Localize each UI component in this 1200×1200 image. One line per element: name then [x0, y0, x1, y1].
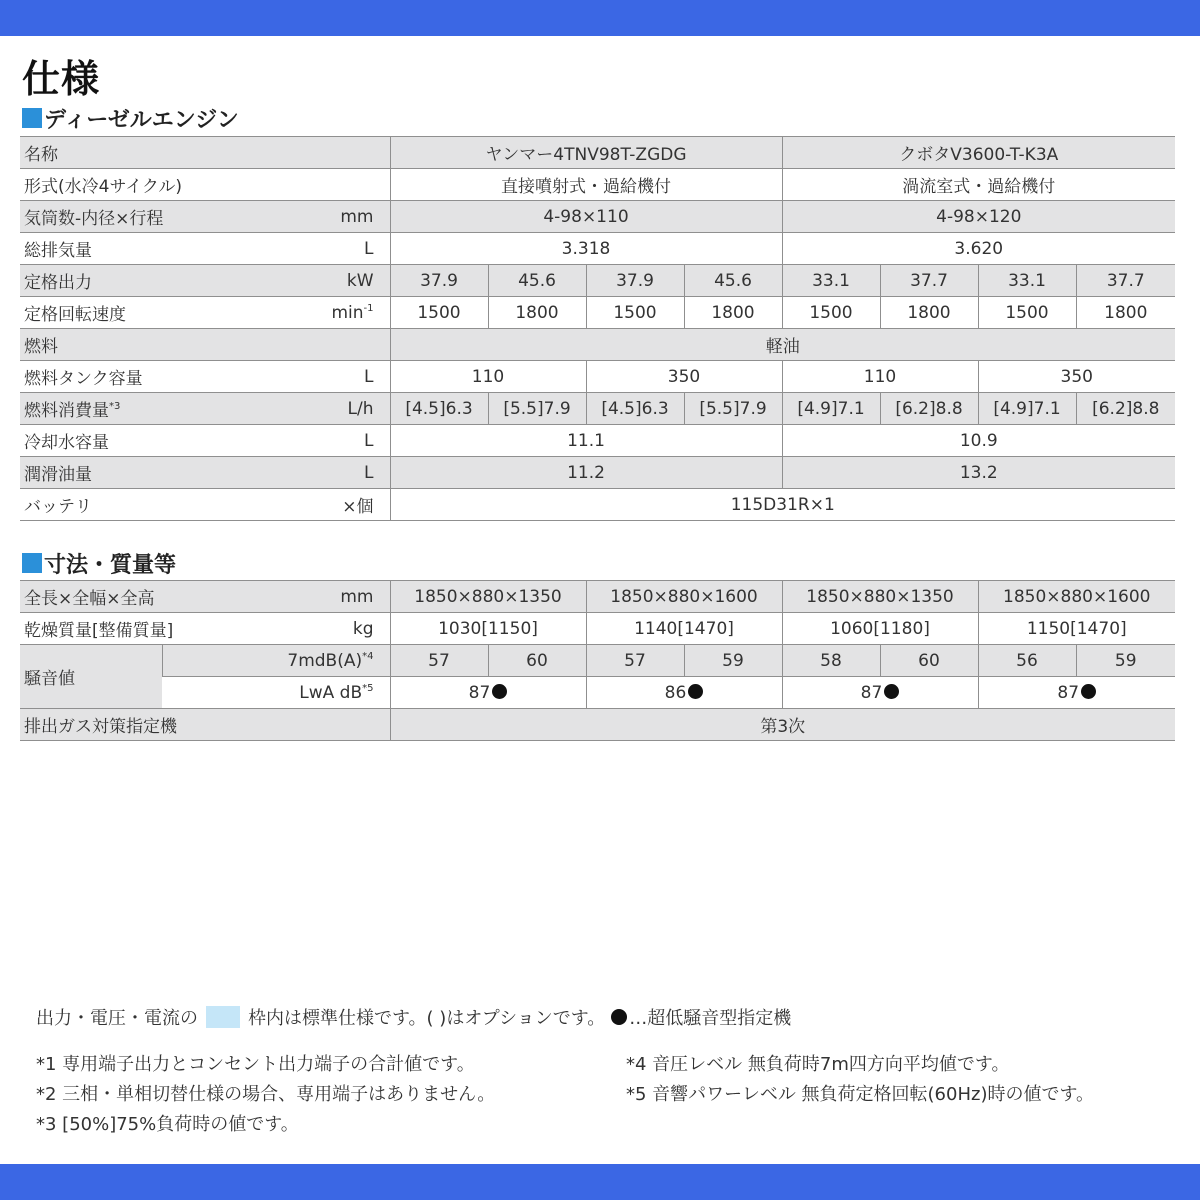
fuel-consumption-label: 燃料消費量$^{*3}$ [20, 393, 292, 425]
tank-capacity-cell: 350 [978, 361, 1175, 393]
legend-prefix: 出力・電圧・電流の [36, 1008, 198, 1029]
dimensions-cell: 1850×880×1350 [782, 581, 978, 613]
rated-speed-cell: 1800 [1076, 297, 1175, 329]
displacement-unit: L [292, 233, 390, 265]
table-row [20, 709, 1175, 741]
table-row [20, 265, 1175, 297]
power-level-cell: 86 [586, 677, 782, 709]
battery-label: バッテリ [20, 489, 292, 521]
emission-value: 第3次 [390, 709, 1175, 741]
rated-output-cell: 37.7 [1076, 265, 1175, 297]
table-row [20, 425, 1175, 457]
noise-cell: 56 [978, 645, 1076, 677]
rated-speed-unit: $\min^{-1}$ [292, 297, 390, 329]
fuel-consumption-cell: [4.5]6.3 [586, 393, 684, 425]
legend [36, 1004, 791, 1030]
coolant-unit: L [292, 425, 390, 457]
footnotes-left [36, 1050, 495, 1140]
kubota-displacement: 3.620 [782, 233, 1175, 265]
rated-output-cell: 37.9 [390, 265, 488, 297]
yanmar-cylinders: 4-98×110 [390, 201, 782, 233]
dimensions-label: 全長×全幅×全高 [20, 581, 292, 613]
type-label: 形式(水冷4サイクル) [20, 169, 390, 201]
dimensions-unit: mm [292, 581, 390, 613]
noise-sub2-label: LwA $dB^{*5}$ [162, 677, 390, 709]
cylinders-label: 気筒数-内径×行程 [20, 201, 292, 233]
page-title: 仕様 [22, 57, 101, 101]
table-row [20, 457, 1175, 489]
dimensions-cell: 1850×880×1600 [978, 581, 1175, 613]
table-row [20, 169, 1175, 201]
table-row [20, 677, 1175, 709]
noise-cell: 60 [880, 645, 978, 677]
tank-capacity-cell: 110 [390, 361, 586, 393]
section-square-icon [22, 108, 42, 128]
battery-value: 115D31R×1 [390, 489, 1175, 521]
yanmar-model: ヤンマー4TNV98T-ZGDG [390, 137, 782, 169]
weight-unit: kg [292, 613, 390, 645]
section-square-icon [22, 553, 42, 573]
table-row [20, 645, 1175, 677]
table-row [20, 201, 1175, 233]
fuel-consumption-cell: [6.2]8.8 [1076, 393, 1175, 425]
power-level-cell: 87 [978, 677, 1175, 709]
ultra-low-noise-dot-icon [611, 1009, 627, 1025]
rated-speed-cell: 1500 [586, 297, 684, 329]
fuel-consumption-cell: [4.9]7.1 [978, 393, 1076, 425]
dimension-spec-table [20, 580, 1175, 741]
battery-unit: ×個 [292, 489, 390, 521]
rated-output-cell: 45.6 [488, 265, 586, 297]
weight-label: 乾燥質量[整備質量] [20, 613, 292, 645]
table-row [20, 613, 1175, 645]
kubota-lube-oil: 13.2 [782, 457, 1175, 489]
table-row [20, 233, 1175, 265]
weight-cell: 1060[1180] [782, 613, 978, 645]
fuel-consumption-cell: [4.9]7.1 [782, 393, 880, 425]
emission-label: 排出ガス対策指定機 [20, 709, 390, 741]
footnote: *3 [50%]75%負荷時の値です。 [36, 1114, 299, 1135]
rated-speed-cell: 1800 [488, 297, 586, 329]
fuel-consumption-cell: [6.2]8.8 [880, 393, 978, 425]
rated-output-cell: 33.1 [782, 265, 880, 297]
dimensions-cell: 1850×880×1600 [586, 581, 782, 613]
dimension-section-heading [22, 549, 176, 577]
engine-section-title: ディーゼルエンジン [44, 107, 239, 133]
rated-output-cell: 37.7 [880, 265, 978, 297]
lube-oil-label: 潤滑油量 [20, 457, 292, 489]
table-row [20, 329, 1175, 361]
displacement-label: 総排気量 [20, 233, 292, 265]
ultra-low-noise-dot-icon [688, 684, 703, 699]
dimension-section-title: 寸法・質量等 [44, 552, 177, 578]
fuel-consumption-unit: L/h [292, 393, 390, 425]
rated-output-cell: 45.6 [684, 265, 782, 297]
engine-spec-table [20, 136, 1175, 521]
table-row [20, 137, 1175, 169]
name-label: 名称 [20, 137, 390, 169]
engine-section-heading [22, 104, 239, 132]
yanmar-type: 直接噴射式・過給機付 [390, 169, 782, 201]
top-banner [0, 0, 1200, 36]
ultra-low-noise-dot-icon [1081, 684, 1096, 699]
noise-cell: 58 [782, 645, 880, 677]
rated-output-label: 定格出力 [20, 265, 292, 297]
kubota-type: 渦流室式・過給機付 [782, 169, 1175, 201]
rated-speed-cell: 1500 [782, 297, 880, 329]
lube-oil-unit: L [292, 457, 390, 489]
table-row [20, 581, 1175, 613]
kubota-coolant: 10.9 [782, 425, 1175, 457]
noise-cell: 59 [684, 645, 782, 677]
footnote: *4 音圧レベル 無負荷時7m四方向平均値です。 [626, 1054, 1010, 1075]
footnote: *5 音響パワーレベル 無負荷定格回転(60Hz)時の値です。 [626, 1084, 1095, 1105]
weight-cell: 1030[1150] [390, 613, 586, 645]
fuel-consumption-cell: [5.5]7.9 [488, 393, 586, 425]
coolant-label: 冷却水容量 [20, 425, 292, 457]
rated-output-cell: 33.1 [978, 265, 1076, 297]
weight-cell: 1150[1470] [978, 613, 1175, 645]
footnotes-right [626, 1050, 1094, 1110]
weight-cell: 1140[1470] [586, 613, 782, 645]
ultra-low-noise-dot-icon [492, 684, 507, 699]
rated-output-cell: 37.9 [586, 265, 684, 297]
fuel-consumption-cell: [4.5]6.3 [390, 393, 488, 425]
cylinders-unit: mm [292, 201, 390, 233]
fuel-value: 軽油 [390, 329, 1175, 361]
tank-capacity-cell: 110 [782, 361, 978, 393]
noise-cell: 60 [488, 645, 586, 677]
footnote: *2 三相・単相切替仕様の場合、専用端子はありません。 [36, 1084, 496, 1105]
power-level-cell: 87 [390, 677, 586, 709]
yanmar-displacement: 3.318 [390, 233, 782, 265]
fuel-label: 燃料 [20, 329, 390, 361]
noise-sub1-label: $7mdB(A)^{*4}$ [162, 645, 390, 677]
noise-label: 騒音値 [20, 645, 162, 709]
fuel-consumption-cell: [5.5]7.9 [684, 393, 782, 425]
footnote: *1 専用端子出力とコンセント出力端子の合計値です。 [36, 1054, 475, 1075]
kubota-model: クボタV3600-T-K3A [782, 137, 1175, 169]
table-row [20, 489, 1175, 521]
yanmar-coolant: 11.1 [390, 425, 782, 457]
power-level-cell: 87 [782, 677, 978, 709]
table-row [20, 297, 1175, 329]
table-row [20, 393, 1175, 425]
rated-speed-label: 定格回転速度 [20, 297, 292, 329]
tank-capacity-unit: L [292, 361, 390, 393]
rated-speed-cell: 1500 [978, 297, 1076, 329]
legend-suffix: …超低騒音型指定機 [629, 1008, 792, 1029]
legend-middle: 枠内は標準仕様です。( )はオプションです。 [248, 1008, 606, 1029]
noise-cell: 57 [586, 645, 684, 677]
ultra-low-noise-dot-icon [884, 684, 899, 699]
yanmar-lube-oil: 11.2 [390, 457, 782, 489]
rated-output-unit: kW [292, 265, 390, 297]
bottom-banner [0, 1164, 1200, 1200]
table-row [20, 361, 1175, 393]
rated-speed-cell: 1800 [684, 297, 782, 329]
standard-spec-swatch [206, 1006, 240, 1028]
rated-speed-cell: 1500 [390, 297, 488, 329]
noise-cell: 59 [1076, 645, 1175, 677]
tank-capacity-label: 燃料タンク容量 [20, 361, 292, 393]
kubota-cylinders: 4-98×120 [782, 201, 1175, 233]
rated-speed-cell: 1800 [880, 297, 978, 329]
noise-cell: 57 [390, 645, 488, 677]
dimensions-cell: 1850×880×1350 [390, 581, 586, 613]
tank-capacity-cell: 350 [586, 361, 782, 393]
